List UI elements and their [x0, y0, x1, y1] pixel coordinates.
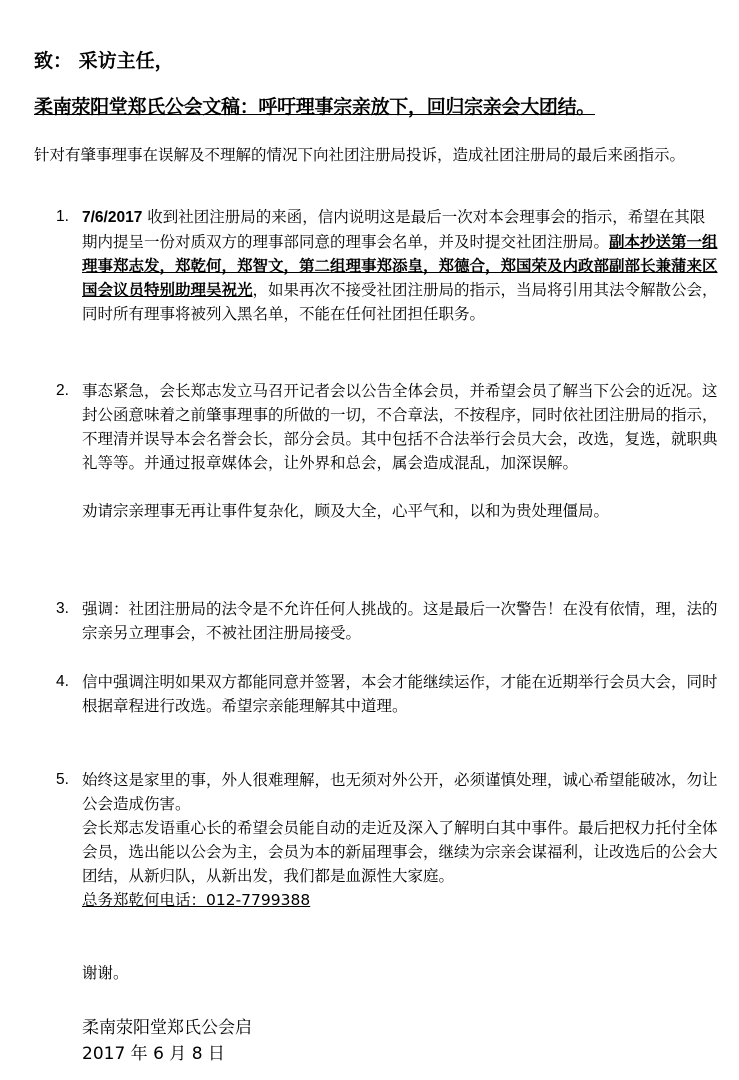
signature-organization: 柔南荥阳堂郑氏公会启: [82, 1018, 252, 1038]
item-text: [82, 768, 718, 912]
item-text: [82, 379, 718, 523]
item-number: 4.: [56, 673, 69, 690]
item-paragraph: 强调：社团注册局的法令是不允许任何人挑战的。这是最后一次警告！在没有依情，理，法的宗亲另立理事会，不被社团注册局接受。: [82, 600, 718, 642]
intro-paragraph: 针对有肇事理事在误解及不理解的情况下向社团注册局投诉，造成社团注册局的最后来函指示。: [34, 146, 686, 164]
closing-thanks: 谢谢。: [82, 964, 129, 982]
item-paragraph: 始终这是家里的事，外人很难理解，也无须对外公开，必须谨慎处理，诚心希望能破冰，勿让公会造成伤害。: [82, 771, 718, 813]
item-number: 2.: [56, 382, 69, 399]
item-text: [82, 597, 718, 645]
headline: 柔南荥阳堂郑氏公会文稿：呼吁理事宗亲放下，回归宗亲会大团结。: [34, 96, 596, 118]
salutation: 致： 采访主任，: [34, 50, 174, 72]
item-paragraph: 信中强调注明如果双方都能同意并签署，本会才能继续运作，才能在近期举行会员大会，同时根据章程进行改选。希望宗亲能理解其中道理。: [82, 673, 718, 715]
item-paragraph: 劝请宗亲理事无再让事件复杂化，顾及大全，心平气和，以和为贵处理僵局。: [82, 502, 610, 520]
signature-date: 2017 年 6 月 8 日: [82, 1044, 225, 1064]
item-number: 5.: [56, 771, 69, 788]
item-text-part: 收到社团注册局的来函，信内说明这是最后一次对本会理事会的指示，希望在其限期内提呈一份对质双方的理事部同意的理事会名单，并及时提交社团注册局。: [82, 208, 706, 251]
item-paragraph: 会长郑志发语重心长的希望会员能自动的走近及深入了解明白其中事件。最后把权力托付全体会员，选出能以公会为主，会员为本的新届理事会，继续为宗亲会谋福利，让改选后的公会大团结，从新归队，从新出发，我们都是血源性大家庭。: [82, 819, 718, 885]
letter-date: 7/6/2017: [82, 209, 143, 226]
item-number: 1.: [56, 208, 69, 225]
item-text: [82, 205, 718, 326]
item-number: 3.: [56, 600, 69, 617]
item-text-part: ，如果再次不接受社团注册局的指示，当局将引用其法令解散公会，同时所有理事将被列入黑名单，不能在任何社团担任职务。: [82, 281, 718, 323]
contact-phone: 总务郑乾何电话：012-7799388: [82, 891, 311, 909]
cc-recipients: 副本抄送第一组理事郑志发，郑乾何，郑智文，第二组理事郑添皇，郑德合，郑国荣及内政部副部长兼蒲来区国会议员特别助理吴祝光: [82, 233, 718, 299]
item-text: [82, 670, 718, 718]
item-paragraph: 事态紧急，会长郑志发立马召开记者会以公告全体会员，并希望会员了解当下公会的近况。这封公函意味着之前肇事理事的所做的一切，不合章法，不按程序，同时依社团注册局的指示，不理清并误导本会名誉会长，部分会员。其中包括不合法举行会员大会，改选，复选，就职典礼等等。并通过报章媒体会，让外界和总会，属会造成混乱，加深误解。: [82, 382, 718, 472]
